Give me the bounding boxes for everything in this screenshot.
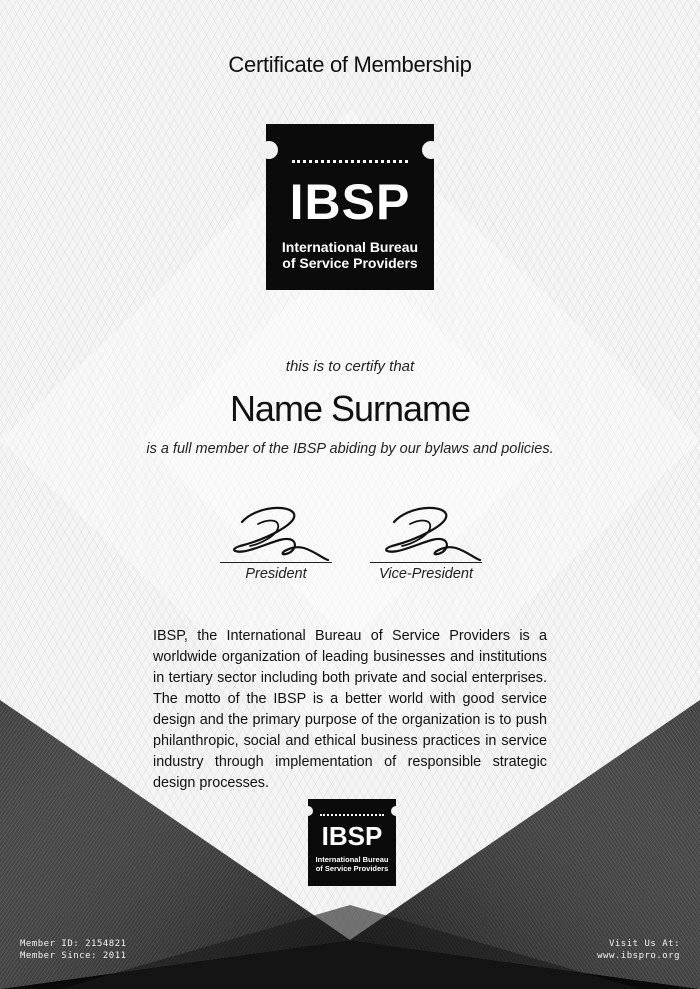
president-signature-line: [220, 562, 332, 563]
organization-description: IBSP, the International Bureau of Service Providers is a worldwide organization of leading businesses and institutions in tertiary sector including both private and social enterprises. The motto of the IBSP is a better world with good service design and the primary purpose of the organization is to push philanthropic, social and ethical business practices in service industry through implementation of responsible strategic design processes.: [153, 628, 547, 791]
certify-text: this is to certify that: [285, 358, 415, 375]
membership-statement: is a full member of the IBSP abiding by our bylaws and policies.: [146, 441, 554, 457]
member-since: Member Since: 2011: [20, 951, 127, 961]
small-logo-full-name: [308, 856, 396, 873]
logo-name-line2: of Service Providers: [282, 255, 418, 272]
small-logo-dotted-line: [320, 814, 383, 816]
member-name: Name Surname: [229, 388, 471, 429]
small-logo-notch-left: [303, 806, 313, 816]
logo-notch-right: [422, 141, 440, 159]
member-id: Member ID: 2154821: [20, 939, 127, 949]
president-signature-block: [220, 500, 340, 582]
small-logo-acronym: IBSP: [321, 821, 383, 851]
member-info: [20, 938, 127, 962]
vice-president-signature-line: [370, 562, 482, 563]
president-signature: [220, 500, 340, 562]
logo-full-name: [269, 239, 431, 271]
vice-president-signature-block: [370, 500, 490, 582]
visit-label: Visit Us At:: [608, 939, 680, 949]
small-logo-notch-right: [391, 806, 401, 816]
logo-name-line1: International Bureau: [281, 239, 419, 255]
small-logo-name-line2: of Service Providers: [315, 863, 389, 873]
certificate-title: Certificate of Membership: [228, 52, 472, 77]
president-label: President: [245, 566, 307, 582]
vice-president-label: Vice-President: [378, 566, 474, 582]
ibsp-logo-large: [266, 124, 434, 290]
logo-acronym: IBSP: [289, 174, 411, 230]
logo-notch-left: [260, 141, 278, 159]
website-link[interactable]: www.ibspro.org: [597, 951, 680, 961]
small-logo-name-line1: International Bureau: [315, 855, 389, 864]
ibsp-logo-small: [308, 799, 396, 886]
logo-dotted-line: [292, 160, 409, 163]
vice-president-signature: [370, 500, 490, 562]
website-info: [597, 938, 680, 962]
